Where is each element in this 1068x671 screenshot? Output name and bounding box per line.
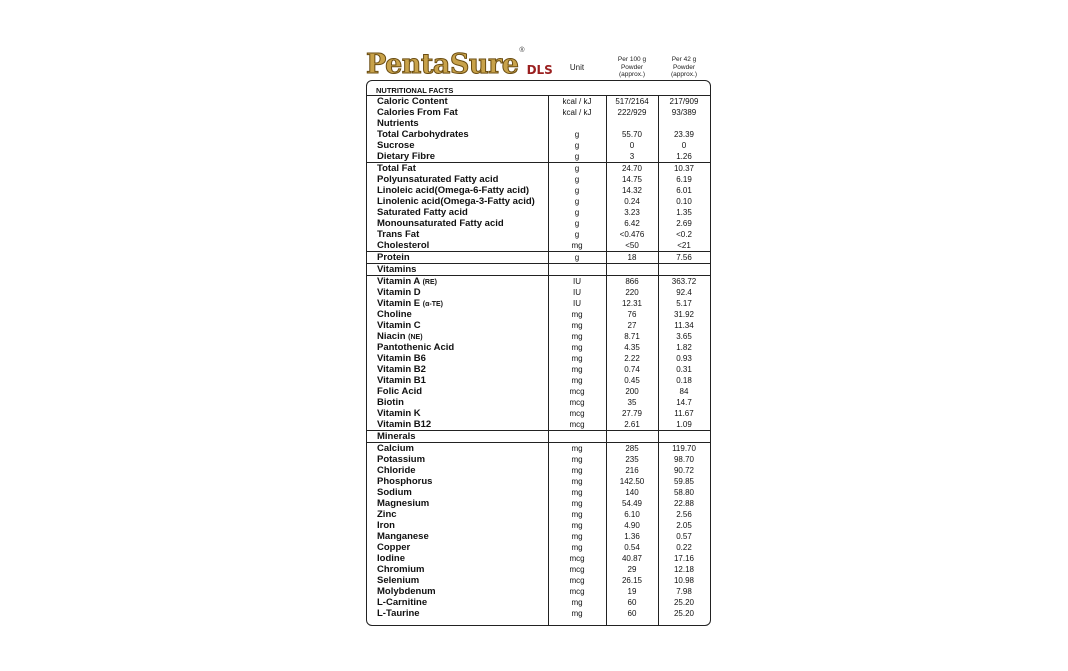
nutrient-row [367,140,710,151]
section-header-row [367,430,710,442]
value-per-100g: 4.90 [624,521,640,530]
value-per-100g: 4.35 [624,343,640,352]
nutrient-row [367,553,710,564]
value-per-42g: 0.93 [676,354,692,363]
nutrient-name-suffix: (RE) [422,279,437,286]
nutrient-row [367,465,710,476]
nutrient-row [367,353,710,364]
value-per-100g: 35 [627,398,637,407]
value-per-100g: 3 [629,152,635,161]
value-per-100g: 0.45 [624,376,640,385]
value-per-42g: 2.05 [676,521,692,530]
nutrient-row [367,564,710,575]
value-per-42g: 217/909 [669,97,699,106]
nutrient-row [367,287,710,298]
value-per-42g: 25.20 [673,609,695,618]
nutrient-name-text: Nutrients [377,118,419,129]
value-per-100g: 24.70 [621,164,643,173]
nutrient-row [367,207,710,218]
nutrient-name-text: Protein [377,252,410,263]
nutrient-row [367,342,710,353]
nutrient-name-text: Vitamin B1 [377,375,426,386]
nutrient-name [377,498,429,509]
nutrient-name-text: Vitamin E [377,298,421,309]
nutrient-row [367,151,710,162]
value-per-100g: 220 [625,288,639,297]
nutrient-name-text: Monounsaturated Fatty acid [377,218,504,229]
per100-line-2: Powder [620,63,644,71]
nutrient-name [377,408,421,419]
nutrient-name-suffix: (α-TE) [422,301,444,308]
nutrient-name [377,287,421,298]
nutrient-unit: mg [571,455,583,464]
nutrient-name-text: Vitamin A [377,276,420,287]
per100-line-3: (approx.) [618,71,645,78]
brand-name: PentaSure [366,49,519,80]
value-per-42g: 10.37 [673,164,695,173]
nutrient-name-text: Total Carbohydrates [377,129,469,140]
value-per-100g: 19 [627,587,637,596]
value-per-100g: 517/2164 [615,97,649,106]
value-per-100g: 285 [625,444,639,453]
nutrient-name-text: Iodine [377,553,405,564]
nutrient-row [367,174,710,185]
value-per-42g: 10.98 [673,576,695,585]
value-per-42g: 2.56 [676,510,692,519]
nutrient-row [367,408,710,419]
value-per-42g: <0.2 [676,230,692,239]
nutrient-row [367,386,710,397]
nutrient-name [377,487,412,498]
value-per-42g: 1.09 [676,420,692,429]
nutrient-name-text: Molybdenum [377,586,436,597]
nutrient-name [377,185,529,196]
registered-mark: ® [519,47,525,54]
section-header-label [377,264,416,275]
nutrient-name-text: Chloride [377,465,416,476]
nutrient-name [377,531,429,542]
nutrient-unit: g [574,219,580,228]
per100-column-header [606,56,658,79]
nutrient-name [377,465,416,476]
nutrient-row [367,162,710,174]
nutrient-row [367,597,710,608]
nutrient-name [377,553,405,564]
nutrient-unit: g [574,141,580,150]
nutrient-unit: g [574,186,580,195]
nutrient-name-text: Calories From Fat [377,107,458,118]
nutrient-name-text: Phosphorus [377,476,433,487]
nutrient-unit: mg [571,488,583,497]
value-per-100g: 2.61 [624,420,640,429]
nutrient-unit: mg [571,365,583,374]
nutrient-unit: kcal / kJ [562,97,592,106]
nutrient-name-text: Vitamin D [377,287,421,298]
value-per-42g: 0.22 [676,543,692,552]
value-per-42g: 12.18 [673,565,695,574]
per42-line-3: (approx.) [670,71,697,78]
nutrient-name [377,96,448,107]
brand-logo [366,44,553,78]
nutrient-name-text: Pantothenic Acid [377,342,455,353]
nutrient-row [367,375,710,386]
nutrient-row [367,229,710,240]
nutrient-name-text: Magnesium [377,498,430,509]
value-per-100g: 76 [627,310,637,319]
value-per-100g: 27.79 [621,409,643,418]
value-per-100g: 18 [627,253,637,262]
value-per-42g: 23.39 [673,130,695,139]
nutrient-name-text: Linoleic acid(Omega-6-Fatty acid) [377,185,530,196]
nutrient-name [377,342,454,353]
value-per-100g: 54.49 [621,499,643,508]
nutrient-unit: mg [571,598,583,607]
value-per-100g: 14.32 [621,186,643,195]
nutrient-name [377,218,504,229]
value-per-42g: 0.31 [676,365,692,374]
nutrient-name-text: Sodium [377,487,412,498]
nutrient-row [367,196,710,207]
nutrient-row [367,218,710,229]
value-per-100g: <0.476 [619,230,645,239]
nutrient-name-text: Zinc [377,509,397,520]
nutrient-name-text: Vitamin B12 [377,419,432,430]
nutrient-unit: mg [571,376,583,385]
nutrient-unit: mcg [569,565,585,574]
value-per-100g: 40.87 [621,554,643,563]
nutrient-row [367,96,710,107]
nutrient-unit: mg [571,321,583,330]
value-per-42g: 90.72 [673,466,695,475]
nutrient-name [377,443,414,454]
nutrient-name-text: Niacin [377,331,406,342]
value-per-42g: 1.35 [676,208,692,217]
nutrient-row [367,129,710,140]
nutrient-row [367,542,710,553]
value-per-42g: 11.67 [674,409,694,418]
nutrient-name [377,608,420,619]
nutrient-unit: g [574,208,580,217]
value-per-100g: 8.71 [624,332,640,341]
per100-line-1: Per 100 g [617,56,647,63]
nutrient-name [377,240,429,251]
value-per-42g: 0.57 [676,532,692,541]
nutrient-name [377,476,432,487]
value-per-100g: 6.42 [624,219,640,228]
nutrient-unit: mg [571,532,583,541]
nutrient-row [367,586,710,597]
value-per-100g: 0.54 [624,543,640,552]
nutrient-row [367,309,710,320]
nutrient-name-text: Minerals [377,431,416,442]
nutrient-unit: mg [571,499,583,508]
per42-line-1: Per 42 g [671,56,697,63]
value-per-42g: 6.01 [676,186,692,195]
nutrient-row [367,520,710,531]
nutrient-name-text: Vitamin B2 [377,364,426,375]
nutrient-name [377,163,416,174]
value-per-42g: 363.72 [671,277,697,286]
nutrient-name-text: Chromium [377,564,425,575]
section-header-row [367,263,710,275]
nutrient-unit: mcg [569,420,585,429]
nutrient-name-text: Polyunsaturated Fatty acid [377,174,499,185]
value-per-100g: 29 [627,565,637,574]
nutrient-name-text: L-Carnitine [377,597,428,608]
nutrient-row [367,397,710,408]
value-per-42g: 14.7 [676,398,692,407]
nutrient-name [377,320,421,331]
nutrient-unit: mg [571,332,583,341]
nutrient-name [377,207,468,218]
nutrient-row [367,608,710,619]
section-header-label [377,431,416,442]
nutrient-name [377,151,435,162]
nutrient-name-text: Saturated Fatty acid [377,207,468,218]
nutrient-name [377,196,535,207]
nutrient-name-text: Cholesterol [377,240,430,251]
value-per-100g: 3.23 [624,208,640,217]
nutrient-name-text: Folic Acid [377,386,423,397]
nutrient-name-text: Potassium [377,454,426,465]
value-per-42g: 5.17 [676,299,692,308]
value-per-100g: 0.24 [624,197,640,206]
nutrient-row [367,575,710,586]
nutrient-name-text: Linolenic acid(Omega-3-Fatty acid) [377,196,535,207]
nutrient-name-text: Choline [377,309,412,320]
nutrient-name-text: Vitamin K [377,408,421,419]
nutrient-row [367,487,710,498]
value-per-100g: 27 [627,321,637,330]
nutrient-unit: mg [571,510,583,519]
value-per-100g: 26.15 [621,576,643,585]
nutrient-name [377,454,425,465]
nutrient-name-text: Caloric Content [377,96,448,107]
value-per-42g: 3.65 [676,332,692,341]
nutrient-row [367,454,710,465]
nutrient-unit: g [574,197,580,206]
nutrient-row [367,531,710,542]
nutrient-name-text: Manganese [377,531,429,542]
nutritional-facts-title: NUTRITIONAL FACTS [376,86,454,95]
value-per-100g: 866 [625,277,639,286]
nutrient-unit: mg [571,609,583,618]
value-per-42g: 22.88 [673,499,695,508]
nutrient-row [367,107,710,118]
value-per-42g: 2.69 [676,219,692,228]
value-per-100g: 6.10 [624,510,640,519]
nutrient-name-text: L-Taurine [377,608,420,619]
nutrient-unit: mcg [569,387,585,396]
value-per-42g: 93/389 [671,108,697,117]
nutrient-name [377,174,498,185]
value-per-42g: 1.82 [676,343,692,352]
nutrient-unit: mg [571,241,583,250]
nutrient-name-text: Vitamin C [377,320,421,331]
nutrient-unit: IU [573,288,581,297]
nutrient-name [377,309,412,320]
nutrient-row [367,498,710,509]
value-per-42g: 0.10 [676,197,692,206]
brand-variant: DLS [526,63,553,77]
nutrient-name [377,140,415,151]
nutrient-name [377,419,431,430]
nutrient-name [377,509,397,520]
nutrient-row [367,240,710,251]
nutrient-name-text: Iron [377,520,395,531]
value-per-100g: 140 [625,488,639,497]
nutrient-unit: mg [571,354,583,363]
nutrient-unit: g [574,175,580,184]
nutrient-unit: g [574,253,580,262]
nutrient-name [377,107,458,118]
value-per-42g: 7.98 [676,587,692,596]
value-per-42g: 92.4 [676,288,692,297]
value-per-42g: 119.70 [672,444,696,453]
nutrient-unit: mcg [569,409,585,418]
nutrient-name [377,386,422,397]
value-per-100g: 60 [627,598,637,607]
nutrient-name-text: Calcium [377,443,414,454]
value-per-100g: 2.22 [624,354,640,363]
nutrient-name [377,229,419,240]
nutrient-name [377,597,427,608]
nutrient-row [367,185,710,196]
value-per-100g: 200 [625,387,639,396]
nutrient-unit: mg [571,543,583,552]
nutrient-row [367,251,710,263]
nutrient-name [377,364,426,375]
nutrient-name-text: Dietary Fibre [377,151,436,162]
nutrient-name [377,353,426,364]
value-per-42g: 7.56 [676,253,692,262]
value-per-42g: 98.70 [673,455,695,464]
nutrient-unit: mcg [569,554,585,563]
unit-column-header: Unit [569,63,585,72]
value-per-42g: 11.34 [674,321,694,330]
value-per-42g: 0 [681,141,687,150]
nutrient-unit: mg [571,477,583,486]
nutrient-name [377,575,419,586]
nutrient-unit: mcg [569,587,585,596]
nutrient-unit: g [574,152,580,161]
value-per-100g: 12.31 [621,299,643,308]
nutrient-name-text: Copper [377,542,411,553]
nutrient-row [367,331,710,342]
nutrition-table [367,96,710,619]
per42-column-header [658,56,710,79]
value-per-100g: 142.50 [619,477,645,486]
nutrient-row [367,419,710,430]
value-per-100g: 0.74 [624,365,640,374]
nutrient-name [377,252,410,263]
nutrient-name [377,520,395,531]
nutrient-unit: mg [571,343,583,352]
value-per-42g: <21 [677,241,691,250]
value-per-100g: <50 [625,241,639,250]
nutrient-name-text: Biotin [377,397,404,408]
value-per-42g: 25.20 [673,598,695,607]
nutrient-row [367,442,710,454]
value-per-100g: 235 [625,455,639,464]
nutrient-row [367,476,710,487]
nutrient-unit: g [574,164,580,173]
value-per-100g: 60 [627,609,637,618]
nutrient-unit: kcal / kJ [562,108,592,117]
value-per-42g: 59.85 [673,477,695,486]
value-per-42g: 84 [679,387,689,396]
nutrient-unit: mg [571,310,583,319]
nutrient-unit: mg [571,444,583,453]
nutrient-name-suffix: (NE) [408,334,423,341]
value-per-42g: 0.18 [676,376,692,385]
nutrient-unit: mg [571,466,583,475]
nutrient-name [377,397,404,408]
nutrient-unit: mg [571,521,583,530]
nutrient-row [367,275,710,287]
nutrient-unit: g [574,130,580,139]
value-per-42g: 17.16 [673,554,695,563]
value-per-42g: 58.80 [673,488,695,497]
value-per-42g: 1.26 [676,152,692,161]
nutrient-name-text: Trans Fat [377,229,420,240]
nutrient-row [367,298,710,309]
nutrient-name [377,542,410,553]
nutrient-name [377,129,469,140]
nutrient-name-text: Sucrose [377,140,415,151]
section-header-row [367,118,710,129]
value-per-100g: 0 [629,141,635,150]
nutrient-name [377,564,425,575]
nutrient-row [367,364,710,375]
nutrient-name-text: Selenium [377,575,420,586]
nutrient-row [367,509,710,520]
per42-line-2: Powder [672,63,696,71]
nutrient-name-text: Total Fat [377,163,416,174]
nutrient-name [377,586,436,597]
value-per-100g: 14.75 [621,175,643,184]
nutrient-unit: g [574,230,580,239]
value-per-42g: 31.92 [673,310,695,319]
nutrient-name-text: Vitamins [377,264,417,275]
nutrient-name-text: Vitamin B6 [377,353,426,364]
nutrient-name [377,375,426,386]
nutrient-row [367,320,710,331]
value-per-100g: 1.36 [624,532,640,541]
nutrient-unit: mcg [569,398,585,407]
value-per-100g: 216 [625,466,639,475]
section-header-label [377,118,419,129]
value-per-100g: 222/929 [617,108,647,117]
value-per-42g: 6.19 [676,175,692,184]
nutrient-unit: IU [573,277,581,286]
value-per-100g: 55.70 [621,130,643,139]
nutrient-unit: IU [573,299,581,308]
nutrient-unit: mcg [569,576,585,585]
